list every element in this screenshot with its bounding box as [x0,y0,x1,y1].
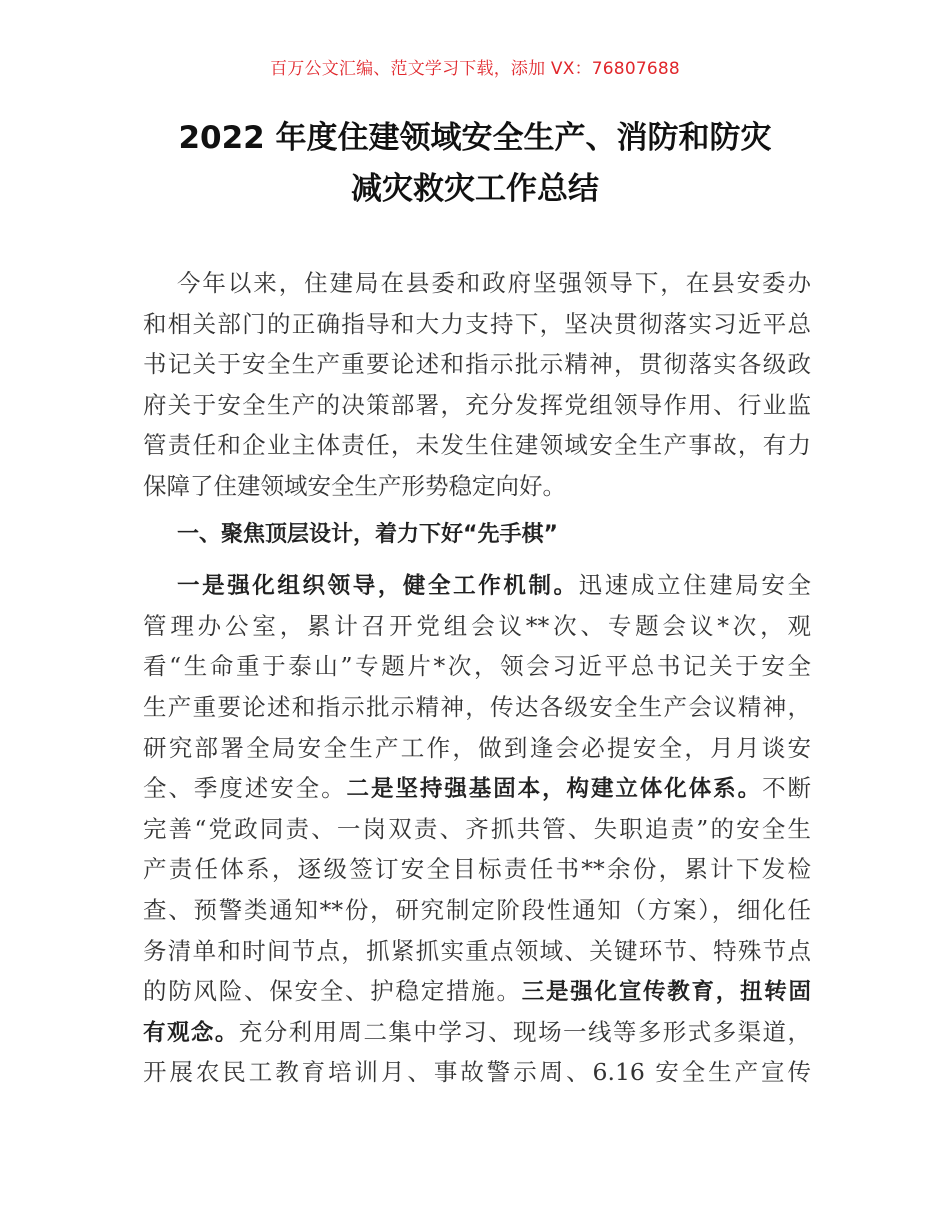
bold-lead-3-cont: 有观念。 [143,1019,239,1046]
paragraph-line: 书记关于安全生产重要论述和指示批示精神，贯彻落实各级政 [143,350,811,379]
paragraph-line: 研究部署全局安全生产工作，做到逢会必提安全，月月谈安 [143,733,811,762]
bold-lead-2: 二是坚持强基固本，构建立体化体系。 [346,776,763,803]
paragraph-line: 完善“党政同责、一岗双责、齐抓共管、失职追责”的安全生 [143,814,811,843]
line-text: 迅速成立住建局安全 [578,571,811,600]
paragraph-line: 开展农民工教育培训月、事故警示周、6.16 安全生产宣传 [143,1058,811,1087]
paragraph-line: 和相关部门的正确指导和大力支持下，坚决贯彻落实习近平总 [143,309,811,338]
paragraph-line [143,1012,811,1053]
paragraph-line: 务清单和时间节点，抓紧抓实重点领域、关键环节、特殊节点 [143,936,811,965]
line-text: 的防风险、保安全、护稳定措施。 [143,977,522,1006]
title-line-1: 2022 年度住建领域安全生产、消防和防灾 [178,120,772,156]
paragraph-line [143,565,811,606]
paragraph-line: 管责任和企业主体责任，未发生住建领域安全生产事故，有力 [143,431,811,460]
line-text: 全、季度述安全。 [143,774,347,803]
title-line-2: 减灾救灾工作总结 [351,171,599,207]
bold-lead-3: 三是强化宣传教育，扭转固 [521,979,811,1006]
bold-lead-1: 一是强化组织领导，健全工作机制。 [177,573,579,600]
paragraph-line: 生产重要论述和指示批示精神，传达各级安全生产会议精神， [143,692,811,721]
intro-paragraph [143,263,811,507]
watermark-banner: 百万公文汇编、范文学习下载，添加 VX：76807688 [270,59,680,79]
paragraph-line: 保障了住建领域安全生产形势稳定向好。 [143,471,566,500]
line-text: 充分利用周二集中学习、现场一线等多形式多渠道， [238,1017,811,1046]
line-text: 不断 [762,774,812,803]
paragraph-line [143,768,811,809]
section-1-paragraph [143,565,811,1093]
paragraph-line: 查、预警类通知**份，研究制定阶段性通知（方案），细化任 [143,895,811,924]
paragraph-line: 产责任体系，逐级签订安全目标责任书**余份，累计下发检 [143,855,811,884]
paragraph-line: 府关于安全生产的决策部署，充分发挥党组领导作用、行业监 [143,390,811,419]
paragraph-line: 今年以来，住建局在县委和政府坚强领导下，在县安委办 [177,269,811,297]
paragraph-line [143,971,811,1012]
paragraph-line: 看“生命重于泰山”专题片*次，领会习近平总书记关于安全 [143,652,811,681]
section-heading: 一、聚焦顶层设计，着力下好“先手棋” [177,521,558,547]
paragraph-line: 管理办公室，累计召开党组会议**次、专题会议*次，观 [143,611,811,640]
document-title [120,113,830,215]
document-body [143,263,811,1093]
